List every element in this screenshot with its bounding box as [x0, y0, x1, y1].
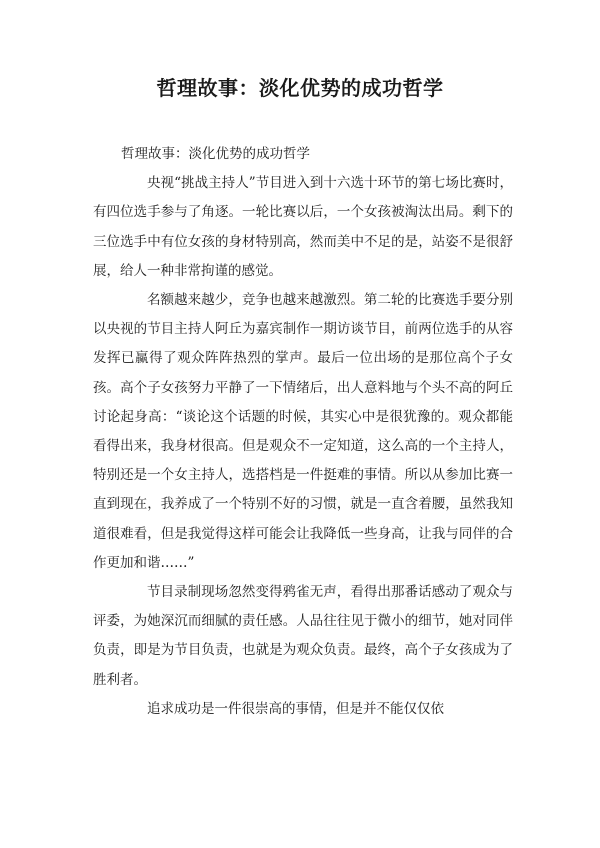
paragraph-4: 追求成功是一件很崇高的事情，但是并不能仅仅依 [147, 700, 444, 717]
paragraph-2: 名额越来越少，竞争也越来越激烈。第二轮的比赛选手要分别以央视的节目主持人阿丘为嘉宾制作一期访谈节目，前两位选手的从容发挥已赢得了观众阵阵热烈的掌声。最后一位出场的是那位高个子女孩。高个子女孩努力平静了一下情绪后，出人意料地与个头不高的阿丘讨论起身高：“谈论这个话题的时候，其实心中是很犹豫的。观众都能看得出来，我身材很高。但是观众不一定知道，这么高的一个主持人，特别还是一个女主持人，选搭档是一件挺难的事情。所以从参加比赛一直到现在，我养成了一个特别不好的习惯，就是一直含着腰，虽然我知道很难看，但是我觉得这样可能会让我降低一些身高，让我与同伴的合作更加和谐……” [93, 292, 513, 571]
paragraph-3: 节目录制现场忽然变得鸦雀无声，看得出那番话感动了观众与评委，为她深沉而细腻的责任感。人品往往见于微小的细节，她对同伴负责，即是为节目负责，也就是为观众负责。最终，高个子女孩成为了胜利者。 [93, 584, 513, 688]
article-body [93, 140, 513, 724]
page-title: 哲理故事：淡化优势的成功哲学 [156, 76, 444, 100]
article-subtitle: 哲理故事：淡化优势的成功哲学 [121, 146, 310, 162]
paragraph-1: 央视“挑战主持人”节目进入到十六选十环节的第七场比赛时，有四位选手参与了角逐。一轮比赛以后，一个女孩被淘汰出局。剩下的三位选手中有位女孩的身材特别高，然而美中不足的是，站姿不是很舒展，给人一种非常拘谨的感觉。 [93, 175, 513, 279]
